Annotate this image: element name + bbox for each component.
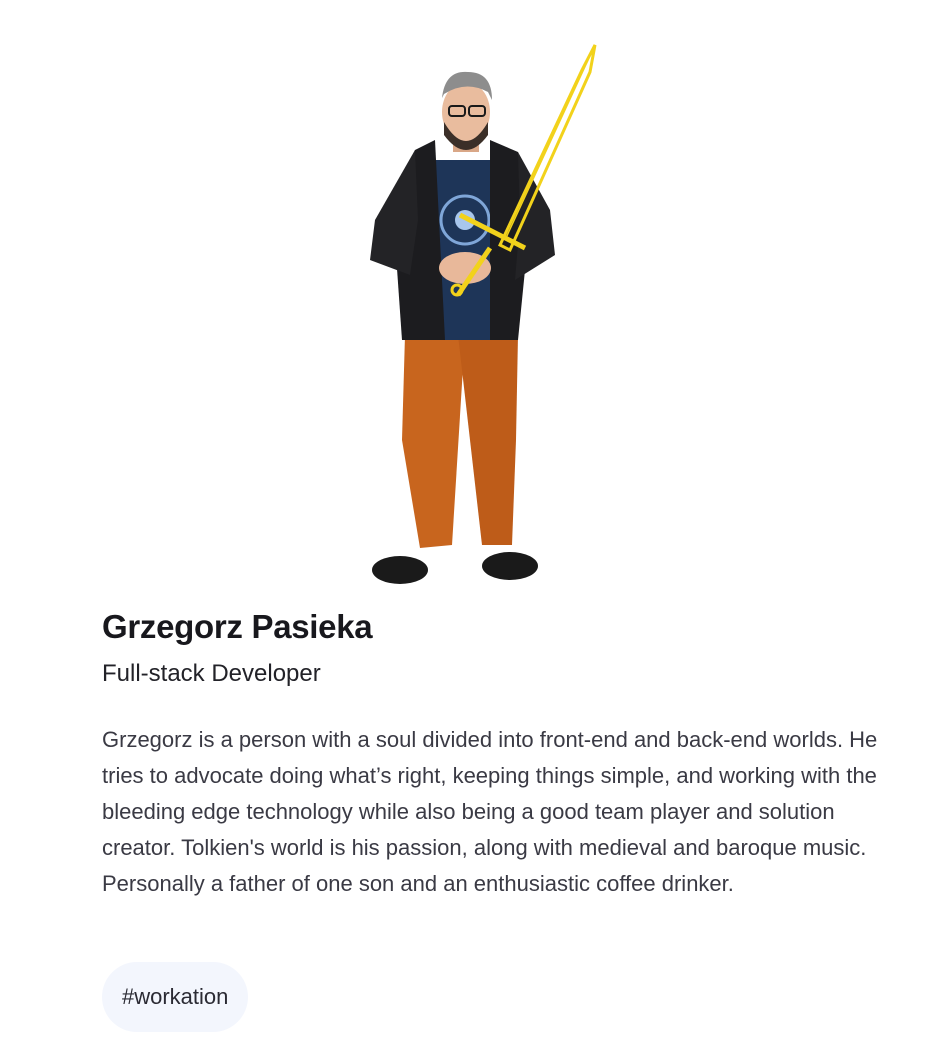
person-bio: Grzegorz is a person with a soul divided into front-end and back-end worlds. He tries to advocate doing what’s right, keeping things simple, and working with the bleeding edge technology while also being a good team player and solution creator. Tolkien's world is his passion, along with medieval and baroque music. Personally a father of one son and an enthusiastic coffee drinker.: [102, 727, 878, 896]
person-with-sword-illustration: [340, 40, 610, 590]
left-leg: [402, 335, 465, 548]
person-photo: [340, 40, 610, 590]
right-leg: [458, 335, 518, 545]
workation-tag[interactable]: #workation: [102, 962, 248, 1032]
left-shoe: [372, 556, 428, 584]
person-name: Grzegorz Pasieka: [102, 608, 373, 645]
left-arm: [370, 150, 418, 275]
right-shoe: [482, 552, 538, 580]
person-role: Full-stack Developer: [102, 660, 321, 687]
